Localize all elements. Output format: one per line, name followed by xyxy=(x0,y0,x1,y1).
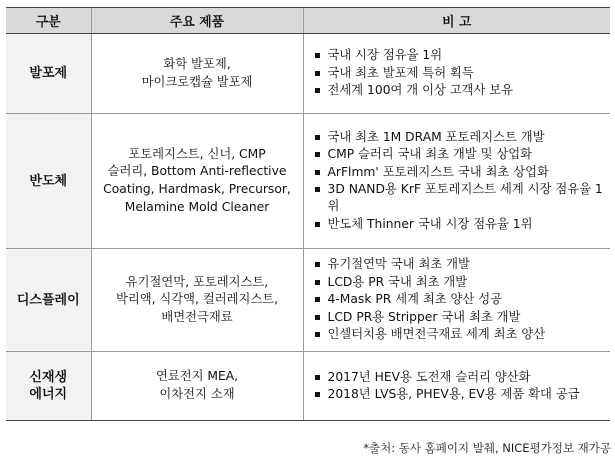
note-item: 3D NAND용 KrF 포토레지스트 세계 시장 점유율 1위 xyxy=(312,181,605,216)
category-line: 신재생 xyxy=(29,370,68,385)
row-notes xyxy=(303,249,610,352)
notes-list xyxy=(312,369,605,404)
note-item: 유기절연막 국내 최초 개발 xyxy=(312,256,605,273)
header-products: 주요 제품 xyxy=(91,8,303,34)
note-item: 국내 최초 발포제 특허 획득 xyxy=(312,65,605,82)
product-line: 화학 발포제, xyxy=(163,56,231,71)
note-item: ArFlmm' 포토레지스트 국내 최초 상업화 xyxy=(312,164,605,181)
row-products xyxy=(91,352,303,421)
product-line: Coating, Hardmask, Precursor, xyxy=(103,182,291,196)
product-line: 슬러리, Bottom Anti-reflective xyxy=(107,164,287,179)
note-item: LCD용 PR 국내 최초 개발 xyxy=(312,274,605,291)
row-notes xyxy=(303,352,610,421)
table-row xyxy=(6,34,610,114)
note-item: 국내 시장 점유율 1위 xyxy=(312,47,605,64)
row-category xyxy=(6,249,91,352)
source-note: *출처: 동사 홈페이지 발췌, NICE평가정보 재가공 xyxy=(363,441,611,455)
product-line: Melamine Mold Cleaner xyxy=(124,199,270,214)
note-item: 2018년 LVS용, PHEV용, EV용 제품 확대 공급 xyxy=(312,386,605,403)
product-table xyxy=(6,7,610,421)
product-line: 유기절연막, 포토레지스트, xyxy=(125,274,269,289)
row-category xyxy=(6,352,91,421)
category-line: 에너지 xyxy=(29,387,68,402)
row-category xyxy=(6,34,91,114)
product-line: 이차전지 소재 xyxy=(159,387,235,401)
row-notes xyxy=(303,34,610,114)
header-category: 구분 xyxy=(6,8,91,34)
category-line: 디스플레이 xyxy=(16,292,80,308)
notes-list xyxy=(312,47,605,99)
header-notes: 비 고 xyxy=(303,8,610,34)
note-item: 국내 최초 1M DRAM 포토레지스트 개발 xyxy=(312,129,605,146)
table-row xyxy=(6,249,610,352)
product-line: 배면전극재료 xyxy=(161,309,233,324)
row-notes xyxy=(303,114,610,249)
row-products xyxy=(91,114,303,249)
category-line: 발포제 xyxy=(29,66,68,81)
row-products xyxy=(91,34,303,114)
note-item: 전세계 100여 개 이상 고객사 보유 xyxy=(312,82,605,99)
category-line: 반도체 xyxy=(29,173,68,189)
product-line: 포토레지스트, 신너, CMP xyxy=(128,146,266,161)
table-row xyxy=(6,352,610,421)
note-item: 2017년 HEV용 도전재 슬러리 양산화 xyxy=(312,369,605,386)
product-line: 박리액, 식각액, 컬러레지스트, xyxy=(115,292,279,307)
notes-list xyxy=(312,256,605,343)
note-item: CMP 슬러리 국내 최초 개발 및 상업화 xyxy=(312,146,605,163)
note-item: 반도체 Thinner 국내 시장 점유율 1위 xyxy=(312,216,605,233)
note-item: 인셀터치용 배면전극재료 세계 최초 양산 xyxy=(312,326,605,343)
row-products xyxy=(91,249,303,352)
table-header-row xyxy=(6,8,610,34)
note-item: LCD PR용 Stripper 국내 최초 개발 xyxy=(312,309,605,326)
notes-list xyxy=(312,129,605,233)
note-item: 4-Mask PR 세계 최초 양산 성공 xyxy=(312,291,605,308)
product-line: 연료전지 MEA, xyxy=(155,369,239,384)
row-category xyxy=(6,114,91,249)
table-row xyxy=(6,114,610,249)
product-line: 마이크로캡슐 발포제 xyxy=(141,74,253,89)
